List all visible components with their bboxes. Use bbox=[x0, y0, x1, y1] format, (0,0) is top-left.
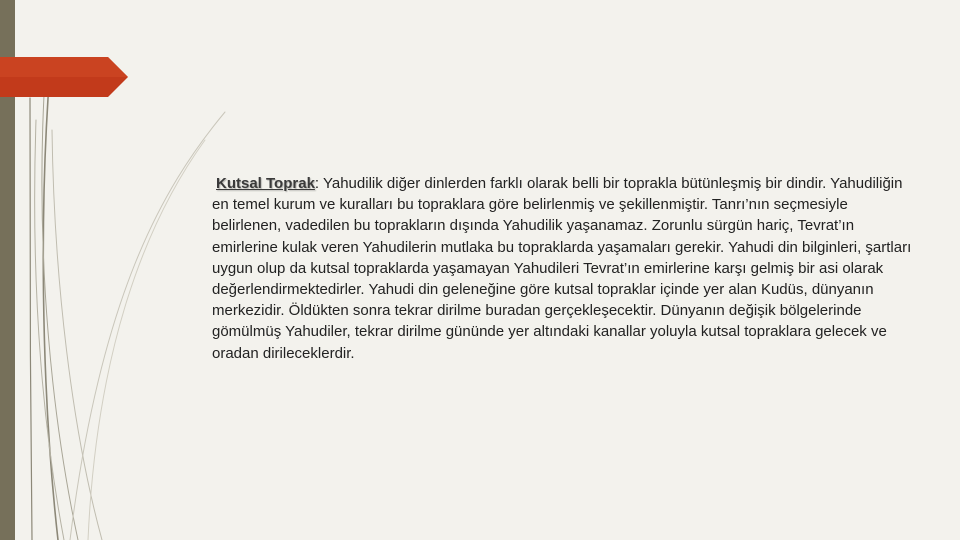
paragraph-text: : Yahudilik diğer dinlerden farklı olarak belli bir toprakla bütünleşmiş bir dindir. Yahudiliğin en temel kurum ve kuralları bu topraklara göre belirlenmiş ve şekillenmiştir. Tanrı’nın seçmesiyle belirlenen, vadedilen bu toprakların dışında Yahudilik yaşanamaz. Zorunlu sürgün hariç, Tevrat’ın emirlerine kulak veren Yahudilerin mutlaka bu topraklarda yaşamaları gerekir. Yahudi din bilginleri, şartları uygun olup da kutsal topraklarda yaşamayan Yahudileri Tevrat’ın emirlerine karşı gelmiş bir asi olarak değerlendirmektedirler. Yahudi din geleneğine göre kutsal topraklar içinde yer alan Kudüs, dünyanın merkezidir. Öldükten sonra tekrar dirilme buradan gerçekleşecektir. Dünyanın değişik bölgelerinde gömülmüş Yahudiler, tekrar dirilme gününde yer altındaki kanallar yoluyla kutsal topraklara gelecek ve oradan dirileceklerdir. bbox=[212, 175, 912, 362]
highlighted-term: Kutsal Toprak bbox=[216, 175, 315, 192]
accent-tab bbox=[0, 57, 128, 97]
body-paragraph bbox=[212, 173, 912, 364]
